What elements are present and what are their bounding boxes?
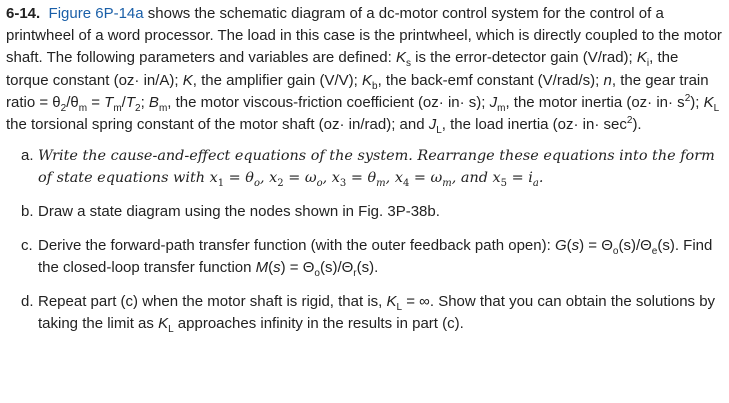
subscript: 2 bbox=[135, 102, 141, 114]
subscript: o bbox=[316, 178, 323, 190]
text: = ω bbox=[409, 170, 443, 187]
symbol: n bbox=[603, 71, 612, 89]
text: , the gear train ratio = θ bbox=[6, 71, 709, 111]
text: (s)/Θ bbox=[319, 259, 354, 277]
subscript: m bbox=[376, 178, 386, 190]
text: , the back-emf constant (V/rad/s); bbox=[377, 71, 604, 89]
text: , bbox=[451, 170, 461, 187]
problem-statement bbox=[6, 3, 723, 136]
sub-question-list bbox=[6, 145, 723, 335]
subscript: m bbox=[158, 102, 168, 114]
subscript: 5 bbox=[500, 178, 508, 190]
text: / bbox=[121, 93, 126, 111]
subscript: o bbox=[612, 246, 619, 258]
sub-question-text: Draw a state diagram using the nodes shown in Fig. 3P-38b. bbox=[38, 203, 440, 221]
symbol: T bbox=[125, 93, 136, 111]
symbol: K bbox=[395, 49, 406, 67]
sub-question-c bbox=[21, 235, 723, 279]
symbol: K bbox=[703, 93, 714, 111]
subscript: 3 bbox=[339, 178, 347, 190]
sub-question-b bbox=[21, 201, 723, 223]
text: ). bbox=[632, 116, 642, 134]
text: Repeat part (c) when the motor shaft is rigid, that is, bbox=[38, 293, 387, 311]
text: Write the cause-and-effect equations of the system. Rearrange these equations into the form of state equations with bbox=[38, 148, 715, 187]
figure-link[interactable]: Figure 6P-14a bbox=[48, 5, 144, 22]
text: shows the schematic diagram of a dc-motor control system for the control of a printwheel of a word processor. The load in this case is the printwheel, which is directly coupled to the motor shaft. The following parameters and variables are defined: bbox=[6, 5, 722, 67]
symbol: s bbox=[571, 237, 580, 255]
subscript: m bbox=[78, 102, 88, 114]
symbol: K bbox=[158, 315, 169, 333]
text: ) = Θ bbox=[280, 259, 315, 277]
text: , the amplifier gain (V/V); bbox=[192, 71, 362, 89]
symbol: K bbox=[636, 49, 647, 67]
subscript: m bbox=[442, 178, 452, 190]
subscript: L bbox=[396, 302, 403, 314]
subscript: L bbox=[168, 324, 174, 336]
text: , the motor inertia (oz· in· s bbox=[505, 93, 685, 111]
subscript: L bbox=[436, 125, 442, 137]
text: = θ bbox=[224, 170, 254, 187]
symbol: J bbox=[428, 116, 437, 134]
text: . bbox=[538, 170, 544, 187]
text: = θ bbox=[346, 170, 377, 187]
sub-question-text bbox=[38, 291, 723, 335]
text: ) = Θ bbox=[579, 237, 613, 255]
sub-question-a bbox=[21, 145, 723, 189]
text: ( bbox=[268, 259, 274, 277]
symbol: K bbox=[362, 71, 373, 89]
superscript: 2 bbox=[626, 115, 633, 127]
text: Derive the forward-path transfer function (with the outer feedback path open): bbox=[38, 237, 555, 255]
text: ); bbox=[690, 93, 704, 111]
text: approaches infinity in the results in part (c). bbox=[173, 315, 464, 333]
text: /θ bbox=[66, 93, 79, 111]
sub-question-label: a. bbox=[21, 147, 34, 165]
text: (s). bbox=[356, 259, 379, 277]
subscript: L bbox=[713, 102, 720, 114]
symbol: G bbox=[554, 237, 567, 255]
symbol: K bbox=[182, 71, 193, 89]
symbol: x bbox=[209, 170, 218, 187]
symbol: x bbox=[492, 170, 501, 187]
subscript: o bbox=[314, 268, 320, 280]
subscript: e bbox=[651, 246, 658, 258]
text: ( bbox=[566, 237, 572, 255]
symbol: x bbox=[331, 170, 340, 187]
sub-question-label: d. bbox=[21, 293, 34, 311]
sub-question-text bbox=[38, 235, 723, 279]
text: , the torque constant (oz· in/A); bbox=[6, 49, 679, 89]
text: = ∞. Show that you can obtain the solutions by taking the limit as bbox=[38, 293, 716, 333]
subscript: o bbox=[253, 178, 260, 190]
text: , bbox=[385, 170, 395, 187]
text: , bbox=[260, 170, 270, 187]
sub-question-label: c. bbox=[21, 237, 33, 255]
symbol: J bbox=[489, 93, 498, 111]
symbol: i bbox=[528, 170, 533, 187]
superscript: 2 bbox=[684, 92, 691, 104]
text: = ω bbox=[283, 170, 317, 187]
subscript: m bbox=[113, 102, 122, 114]
sub-question-label: b. bbox=[21, 203, 34, 221]
symbol: M bbox=[255, 259, 269, 277]
symbol: B bbox=[148, 93, 159, 111]
text: (s). Find the closed-loop transfer function bbox=[38, 237, 713, 277]
text: ; bbox=[140, 93, 149, 111]
subscript: 4 bbox=[402, 178, 410, 190]
text: the torsional spring constant of the motor shaft (oz· in/rad); and bbox=[6, 116, 429, 134]
subscript: 2 bbox=[277, 178, 284, 190]
subscript: 2 bbox=[60, 102, 67, 114]
text: (s)/Θ bbox=[618, 237, 652, 255]
symbol: T bbox=[104, 93, 114, 111]
symbol: s bbox=[273, 259, 281, 277]
text: , the load inertia (oz· in· sec bbox=[441, 116, 627, 134]
subscript: b bbox=[372, 80, 378, 92]
sub-question-text bbox=[38, 145, 723, 189]
symbol: x bbox=[269, 170, 278, 187]
text: = bbox=[507, 170, 529, 187]
problem-number: 6-14. bbox=[6, 5, 41, 22]
text: is the error-detector gain (V/rad); bbox=[410, 49, 637, 67]
text: , bbox=[322, 170, 332, 187]
subscript: a bbox=[532, 178, 539, 190]
subscript: 1 bbox=[217, 178, 225, 190]
symbol: K bbox=[386, 293, 397, 311]
subscript: s bbox=[405, 58, 411, 70]
symbol: x bbox=[394, 170, 403, 187]
text: and bbox=[460, 170, 488, 187]
subscript: r bbox=[353, 268, 357, 280]
subscript: m bbox=[497, 102, 506, 114]
sub-question-d bbox=[21, 291, 723, 335]
text: = bbox=[87, 93, 105, 111]
subscript: i bbox=[646, 58, 650, 70]
text: , the motor viscous-friction coefficient (oz· in· s); bbox=[167, 93, 490, 111]
